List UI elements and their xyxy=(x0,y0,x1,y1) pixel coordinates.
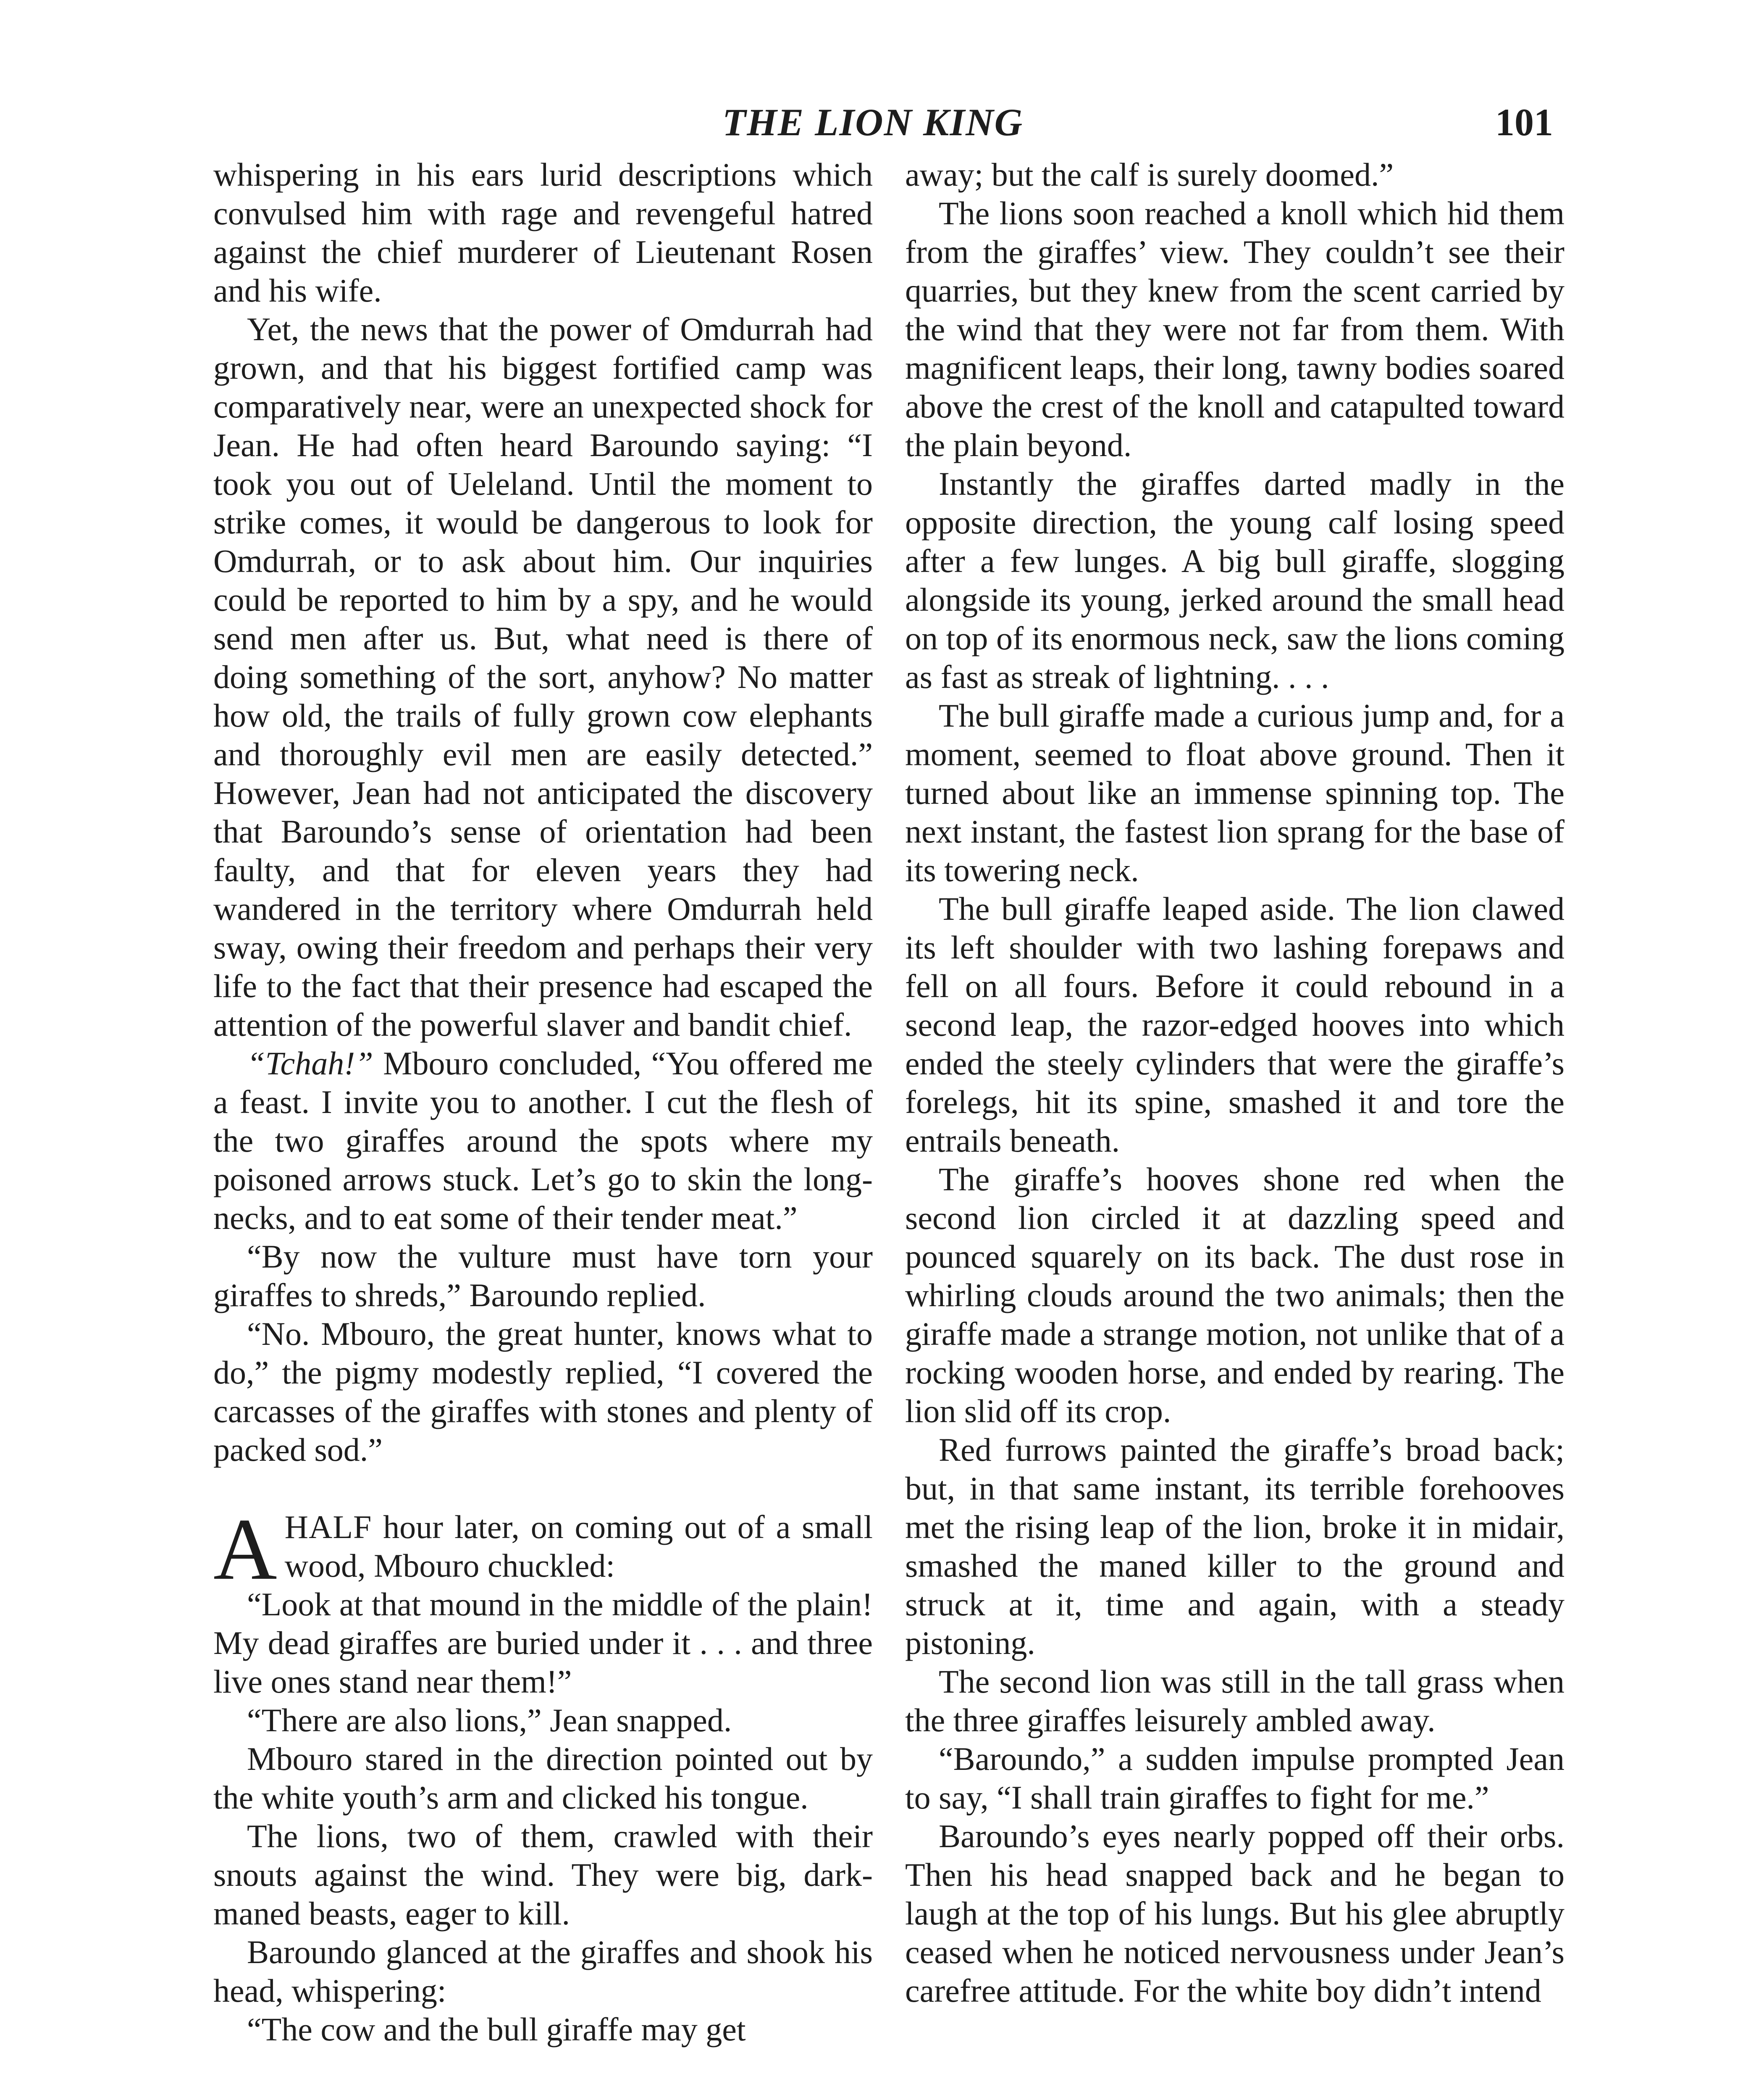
paragraph: Yet, the news that the power of Omdurrah had grown, and that his biggest fortified camp was comparatively near, were an unexpected shock for Jean. He had often heard Baroundo saying: “I took you out of Ueleland. Until the moment to strike comes, it would be dangerous to look for Omdurrah, or to ask about him. Our inquiries could be reported to him by a spy, and he would send men after us. But, what need is there of doing something of the sort, anyhow? No matter how old, the trails of fully grown cow elephants and thoroughly evil men are easily detected.” However, Jean had not anticipated the discovery that Baroundo’s sense of orientation had been faulty, and that for eleven years they had wandered in the territory where Omdurrah held sway, owing their freedom and perhaps their very life to the fact that their presence had escaped the attention of the powerful slaver and bandit chief. xyxy=(213,311,873,1043)
drop-cap: A xyxy=(213,1501,277,1598)
section-start-paragraph xyxy=(213,1501,873,1598)
paragraph: Baroundo’s eyes nearly popped off their orbs. Then his head snapped back and he began to laugh at the top of his lungs. But his glee abruptly ceased when he noticed nervousness under Jean’s carefree attitude. For the white boy didn’t intend xyxy=(905,1818,1564,2009)
running-title: THE LION KING xyxy=(722,101,1024,144)
right-column xyxy=(905,155,1564,2010)
paragraph-text: hour later, on coming out of a small wood, Mbouro chuckled: xyxy=(284,1509,873,1584)
paragraph-text: Mbouro concluded, “You offered me a feast. I invite you to another. I cut the flesh of the two giraffes around the spots where my poisoned arrows stuck. Let’s go to skin the long-necks, and to eat some of their tender meat.” xyxy=(213,1045,873,1236)
paragraph: Instantly the giraffes darted madly in the opposite direction, the young calf losing speed after a few lunges. A big bull giraffe, slogging alongside its young, jerked around the small head on top of its enormous neck, saw the lions coming as fast as streak of lightning. . . . xyxy=(905,465,1564,695)
paragraph: The lions, two of them, crawled with their snouts against the wind. They were big, dark-maned beasts, eager to kill. xyxy=(213,1818,873,1932)
paragraph: Mbouro stared in the direction pointed out by the white youth’s arm and clicked his tongue. xyxy=(213,1740,873,1816)
paragraph: away; but the calf is surely doomed.” xyxy=(905,156,1394,193)
paragraph: The bull giraffe leaped aside. The lion clawed its left shoulder with two lashing forepaws and fell on all fours. Before it could rebound in a second leap, the razor-edged hooves into which ended the steely cylinders that were the giraffe’s forelegs, hit its spine, smashed it and tore the entrails beneath. xyxy=(905,890,1564,1159)
paragraph: Baroundo glanced at the giraffes and shook his head, whispering: xyxy=(213,1934,873,2009)
paragraph: The lions soon reached a knoll which hid them from the giraffes’ view. They couldn’t see their quarries, but they knew from the scent carried by the wind that they were not far from them. With magnificent leaps, their long, tawny bodies soared above the crest of the knoll and catapulted toward the plain beyond. xyxy=(905,195,1564,463)
paragraph: “Look at that mound in the middle of the plain! My dead giraffes are buried under it . . . and three live ones stand near them!” xyxy=(213,1586,873,1700)
paragraph: “By now the vulture must have torn your giraffes to shreds,” Baroundo replied. xyxy=(213,1238,873,1313)
exclamation: “Tchah!” xyxy=(247,1045,373,1082)
paragraph: “Baroundo,” a sudden impulse prompted Jean to say, “I shall train giraffes to fight for me.” xyxy=(905,1740,1564,1816)
paragraph: “There are also lions,” Jean snapped. xyxy=(247,1702,732,1738)
left-column xyxy=(213,155,873,2049)
page-header xyxy=(0,100,1764,163)
paragraph: “The cow and the bull giraffe may get xyxy=(247,2011,746,2048)
paragraph xyxy=(213,1044,873,1237)
paragraph: Red furrows painted the giraffe’s broad back; but, in that same instant, its terrible forehooves met the rising leap of the lion, broke it in midair, smashed the maned killer to the ground and struck at it, time and again, with a steady pistoning. xyxy=(905,1431,1564,1661)
paragraph: The second lion was still in the tall grass when the three giraffes leisurely ambled away. xyxy=(905,1663,1564,1738)
paragraph: whispering in his ears lurid descriptions which convulsed him with rage and revengeful hatred against the chief murderer of Lieutenant Rosen and his wife. xyxy=(213,156,873,309)
paragraph: The giraffe’s hooves shone red when the second lion circled it at dazzling speed and pounced squarely on its back. The dust rose in whirling clouds around the two animals; then the giraffe made a strange motion, not unlike that of a rocking wooden horse, and ended by rearing. The lion slid off its crop. xyxy=(905,1161,1564,1429)
small-caps-lead: HALF xyxy=(284,1509,372,1545)
paragraph: The bull giraffe made a curious jump and, for a moment, seemed to float above ground. Then it turned about like an immense spinning top. The next instant, the fastest lion sprang for the base of its towering neck. xyxy=(905,697,1564,888)
paragraph: “No. Mbouro, the great hunter, knows what to do,” the pigmy modestly replied, “I covered the carcasses of the giraffes with stones and plenty of packed sod.” xyxy=(213,1315,873,1468)
page-number: 101 xyxy=(1495,101,1553,144)
